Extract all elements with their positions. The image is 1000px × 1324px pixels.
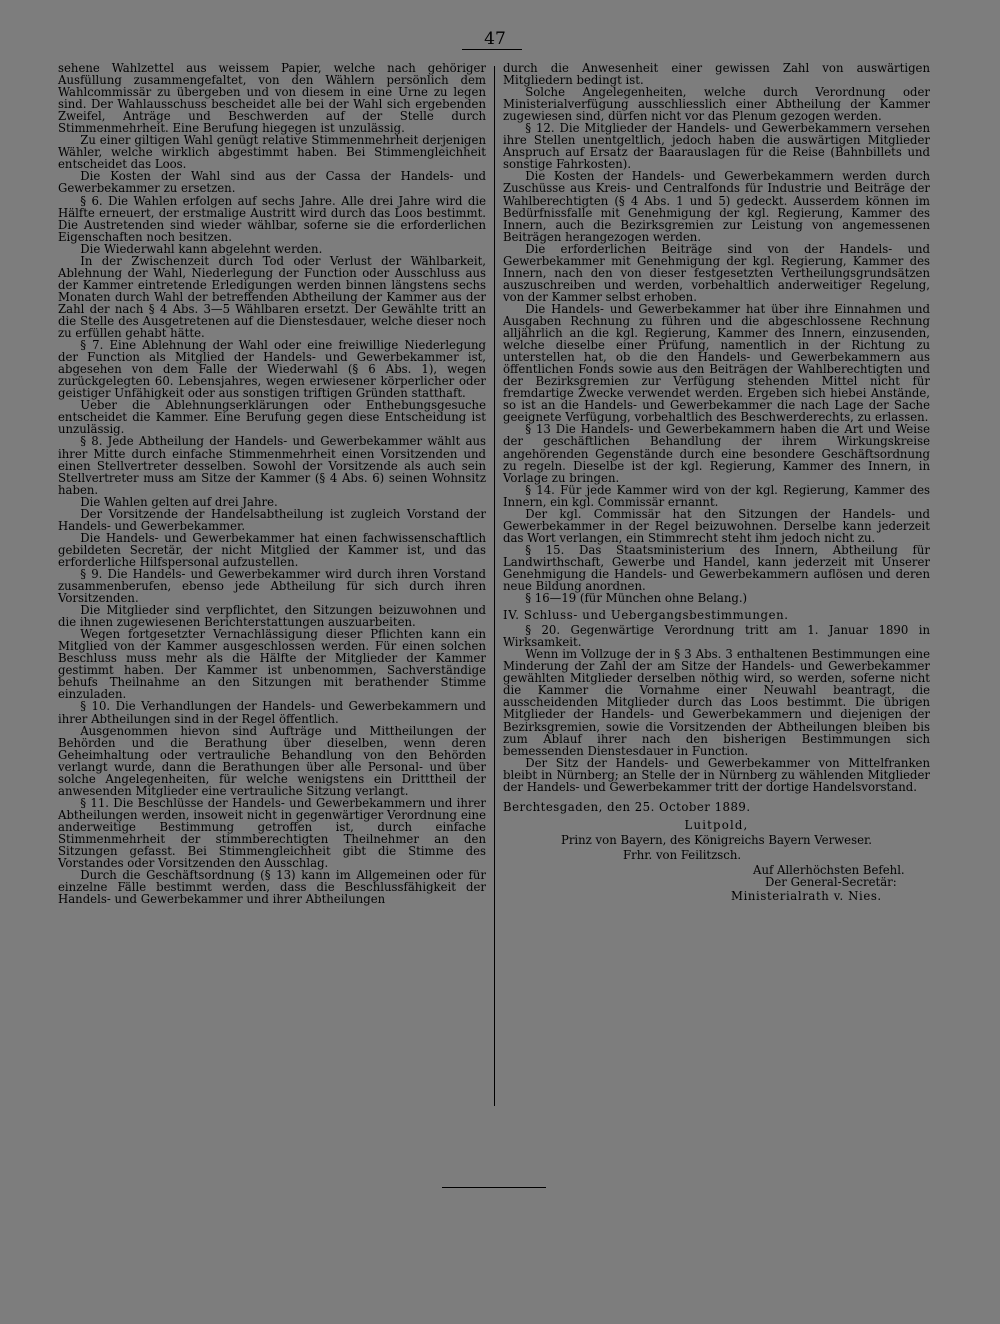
paragraph-section-16-19: § 16—19 (für München ohne Belang.) [525,591,748,606]
footer-rule [442,1187,546,1188]
regent-title: Prinz von Bayern, des Königreichs Bayern Verweser. [560,832,873,847]
signature-block [503,801,930,902]
paragraph-section-12: § 12. Die Mitglieder der Handels- und Gewerbekammern versehen ihre Stellen unentgeltlich, jedoch haben die auswärtigen Mitglieder Anspruch auf Ersatz der Baarauslagen für die Reise (Bahnbillets und sonstige Fahrkosten). [503,121,930,172]
paragraph-section-11: § 11. Die Beschlüsse der Handels- und Gewerbekammern und ihrer Abtheilungen werden, insoweit nicht in gegenwärtiger Verordnung eine anderweitige Bestimmung getroffen ist, durch einfache Stimmenmehrheit der stimmberechtigten Theilnehmer an den Sitzungen gefasst. Bei Stimmengleichheit gibt die Stimme des Vorstandes oder Vorsitzenden den Ausschlag. [58,795,486,871]
section-heading: IV. Schluss- und Uebergangsbestimmungen. [503,608,789,623]
minister-name: Frhr. von Feilitzsch. [623,847,742,862]
left-column [58,62,486,905]
header-rule [462,49,522,50]
page-number: 47 [484,29,506,49]
paragraph-section-6: § 6. Die Wahlen erfolgen auf sechs Jahre. Alle drei Jahre wird die Hälfte erneuert, der erstmalige Austritt wird durch das Loos bestimmt. Die Austretenden sind wieder wählbar, soferne sie die erforderlichen Eigenschaften noch besitzen. [58,193,486,244]
right-column [503,62,930,902]
paragraph: sehene Wahlzettel aus weissem Papier, welche nach gehöriger Ausfüllung zusammengefaltet, von den Wählern persönlich dem Wahlcommissär zu übergeben und von diesem in eine Urne zu legen sind. Der Wahlausschuss bescheidet alle bei der Wahl sich ergebenden Zweifel, Anträge und Beschwerden auf der Stelle durch Stimmenmehrheit. Eine Berufung hiegegen ist unzulässig. [58,61,486,136]
paragraph-section-10: § 10. Die Verhandlungen der Handels- und Gewerbekammern und ihrer Abtheilungen sind in der Regel öffentlich. [58,699,486,726]
paragraph: Die Handels- und Gewerbekammer hat über ihre Einnahmen und Ausgaben Rechnung zu führen und die abgeschlossene Rechnung alljährlich an die kgl. Regierung, Kammer des Innern, einzusenden, welche dieselbe einer Prüfung, namentlich in der Richtung zu unterstellen hat, ob die den Handels- und Gewerbekammern aus öffentlichen Fonds sowie aus den Beiträgen der Wahlberechtigten und der Bezirksgremien zur Verfügung stehenden Mittel nicht für fremdartige Zwecke verwendet werden. Ergeben sich hiebei Anstände, so ist an die Handels- und Gewerbekammer die nach Lage der Sache geeignete Verfügung, vorbehaltlich des Beschwerderechts, zu erlassen. [503,301,930,425]
paragraph: Solche Angelegenheiten, welche durch Verordnung oder Ministerialverfügung ausschliesslich einer Abtheilung der Kammer zugewiesen sind, dürfen nicht vor das Plenum gezogen werden. [503,85,930,124]
paragraph-section-9: § 9. Die Handels- und Gewerbekammer wird durch ihren Vorstand zusammenberufen, ebenso jede Abtheilung für sich durch ihren Vorsitzenden. [58,566,486,606]
paragraph: Der Sitz der Handels- und Gewerbekammer von Mittelfranken bleibt in Nürnberg; an Stelle der in Nürnberg zu wählenden Mitglieder der Handels- und Gewerbekammer tritt der dortige Handelsvorstand. [503,755,930,794]
paragraph: Der Vorsitzende der Handelsabtheilung ist zugleich Vorstand der Handels- und Gewerbekammer. [58,506,486,533]
paragraph: durch die Anwesenheit einer gewissen Zahl von auswärtigen Mitgliedern bedingt ist. [503,61,930,88]
paragraph: Die Wiederwahl kann abgelehnt werden. [80,241,323,256]
paragraph-section-8: § 8. Jede Abtheilung der Handels- und Gewerbekammer wählt aus ihrer Mitte durch einfache Stimmenmehrheit einen Vorsitzenden und einen Stellvertreter desselben. Sowohl der Vorsitzende als auch sein Stellvertreter muss am Sitze der Kammer (§ 4 Abs. 6) seinen Wohnsitz haben. [58,434,486,497]
paragraph: Wenn im Vollzuge der in § 3 Abs. 3 enthaltenen Bestimmungen eine Minderung der Zahl der am Sitze der Handels- und Gewerbekammer gewählten Mitglieder derselben nöthig wird, so werden, soferne nicht die Kammer die Vornahme einer Neuwahl beantragt, die ausscheidenden Mitglieder durch das Loos bestimmt. Die übrigen Mitglieder der Handels- und Gewerbekammern und diejenigen der Bezirksgremien, sowie die Vorsitzenden der Abtheilungen bleiben bis zum Ablauf ihrer nach den bisherigen Bestimmungen sich bemessenden Dienstesdauer in Function. [503,647,930,758]
paragraph: Ueber die Ablehnungserklärungen oder Enthebungsgesuche entscheidet die Kammer. Eine Berufung gegen diese Entscheidung ist unzulässig. [58,398,486,437]
regent-name: Luitpold, [684,817,749,832]
paragraph: Der kgl. Commissär hat den Sitzungen der Handels- und Gewerbekammer in der Regel beizuwohnen. Derselbe kann jederzeit das Wort verlangen, ein Stimmrecht steht ihm jedoch nicht zu. [503,506,930,545]
paragraph-section-13: § 13 Die Handels- und Gewerbekammern haben die Art und Weise der geschäftlichen Behandlung der ihrem Wirkungskreise angehörenden Gegenstände durch eine besondere Geschäftsordnung zu regeln. Dieselbe ist der kgl. Regierung, Kammer des Innern, in Vorlage zu bringen. [503,422,930,485]
paragraph-section-15: § 15. Das Staatsministerium des Innern, Abtheilung für Landwirthschaft, Gewerbe und Handel, kann jederzeit mit Unserer Genehmigung die Handels- und Gewerbekammern auflösen und deren neue Bildung anordnen. [503,542,930,594]
paragraph: Die Handels- und Gewerbekammer hat einen fachwissenschaftlich gebildeten Secretär, der nicht Mitglied der Kammer ist, und das erforderliche Hilfspersonal aufzustellen. [58,530,486,569]
command-line: Auf Allerhöchsten Befehl. [753,863,905,877]
place-date: Berchtesgaden, den 25. October 1889. [503,799,751,814]
paragraph: Durch die Geschäftsordnung (§ 13) kann im Allgemeinen oder für einzelne Fälle bestimmt werden, dass die Beschlussfähigkeit der Handels- und Gewerbekammer und ihrer Abtheilungen [58,868,486,907]
paragraph: Wegen fortgesetzter Vernachlässigung dieser Pflichten kann ein Mitglied von der Kammer ausgeschlossen werden. Für einen solchen Beschluss muss mehr als die Hälfte der Mitglieder der Kammer gestimmt haben. Der Kammer ist unbenommen, Sachverständige behufs Theilnahme an den Sitzungen mit berathender Stimme einzuladen. [58,627,486,702]
paragraph: Die Kosten der Handels- und Gewerbekammern werden durch Zuschüsse aus Kreis- und Centralfonds für Industrie und Beiträge der Wahlberechtigten (§ 4 Abs. 1 und 5) gedeckt. Ausserdem können im Bedürfnissfalle mit Genehmigung der kgl. Regierung, Kammer des Innern, auch die Bezirksgremien zur Leistung von angemessenen Beiträgen herangezogen werden. [503,169,930,244]
secretary-title: Der General-Secretär: [765,875,897,890]
secretary-name: Ministerialrath v. Nies. [731,889,882,904]
paragraph: Die Mitglieder sind verpflichtet, den Sitzungen beizuwohnen und die ihnen zugewiesenen Berichterstattungen auszuarbeiten. [58,603,486,630]
paragraph: Ausgenommen hievon sind Aufträge und Mittheilungen der Behörden und die Berathung über dieselben, wenn deren Geheimhaltung oder vertrauliche Behandlung von den Behörden verlangt wurde, dann die Berathungen über alle Personal- und über solche Angelegenheiten, für welche wenigstens ein Dritttheil der anwesenden Mitglieder eine vertrauliche Sitzung verlangt. [58,723,486,798]
paragraph: Die Kosten der Wahl sind aus der Cassa der Handels- und Gewerbekammer zu ersetzen. [58,169,486,196]
paragraph: Die Wahlen gelten auf drei Jahre. [80,494,278,509]
paragraph-section-20: § 20. Gegenwärtige Verordnung tritt am 1. Januar 1890 in Wirksamkeit. [503,623,930,650]
column-divider [494,66,495,1106]
paragraph: In der Zwischenzeit durch Tod oder Verlust der Wählbarkeit, Ablehnung der Wahl, Niederlegung der Function oder Ausschluss aus der Kammer eintretende Erledigungen werden binnen längstens sechs Monaten durch Wahl der betreffenden Abtheilung der Kammer aus der Zahl der nach § 4 Abs. 3—5 Wählbaren ersetzt. Der Gewählte tritt an die Stelle des Ausgetretenen auf die Dienstesdauer, welche dieser noch zu erfüllen gehabt hätte. [58,253,486,341]
paragraph: Zu einer giltigen Wahl genügt relative Stimmenmehrheit derjenigen Wähler, welche wirklich abgestimmt haben. Bei Stimmengleichheit entscheidet das Loos. [58,133,486,172]
paragraph-section-7: § 7. Eine Ablehnung der Wahl oder eine freiwillige Niederlegung der Function als Mitglied der Handels- und Gewerbekammer ist, abgesehen von dem Falle der Wiederwahl (§ 6 Abs. 1), wegen zurückgelegten 60. Lebensjahres, wegen erwiesener körperlicher oder geistiger Unfähigkeit oder aus sonstigen triftigen Gründen statthaft. [58,338,486,401]
paragraph: Die erforderlichen Beiträge sind von der Handels- und Gewerbekammer mit Genehmigung der kgl. Regierung, Kammer des Innern, nach den von dieser festgesetzten Vertheilungsgrundsätzen auszuschreiben und werden, vorbehaltlich anderweitiger Regelung, von der Kammer selbst erhoben. [503,241,930,304]
paragraph-section-14: § 14. Für jede Kammer wird von der kgl. Regierung, Kammer des Innern, ein kgl. Commissär ernannt. [503,482,930,509]
